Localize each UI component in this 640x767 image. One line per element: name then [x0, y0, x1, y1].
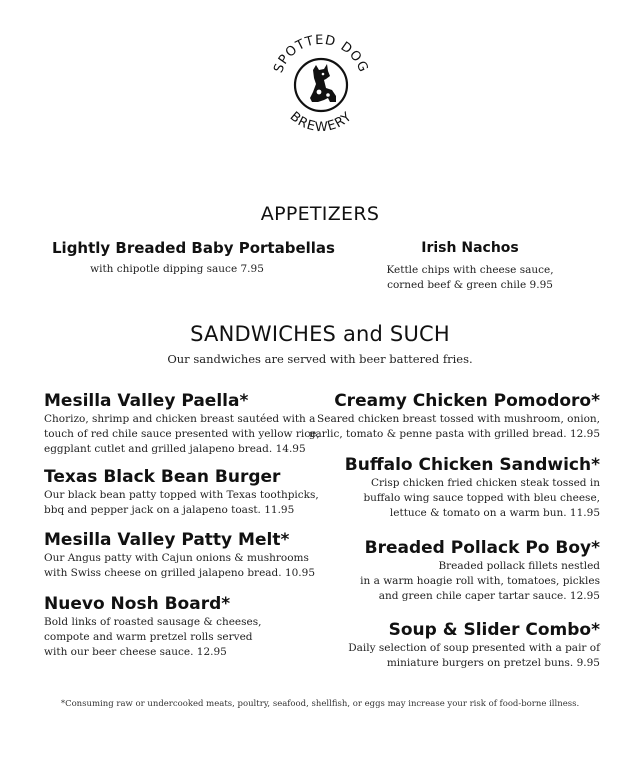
item-description: in a warm hoagie roll with, tomatoes, pickles — [360, 575, 600, 587]
appetizer-item — [52, 238, 335, 277]
sandwiches-intro: Our sandwiches are served with beer battered fries. — [167, 352, 473, 366]
item-description: Chorizo, shrimp and chicken breast sautéed with a — [44, 413, 316, 425]
item-description: Our Angus patty with Cajun onions & mushrooms — [44, 552, 309, 564]
item-title: Texas Black Bean Burger — [44, 467, 281, 487]
item-description: Daily selection of soup presented with a pair of — [348, 642, 600, 654]
item-description: lettuce & tomato on a warm bun. 11.95 — [389, 507, 600, 519]
appetizer-item — [370, 238, 570, 293]
item-description: bbq and pepper jack on a jalapeno toast. 11.95 — [44, 504, 295, 516]
menu-item — [44, 391, 320, 457]
item-description: miniature burgers on pretzel buns. 9.95 — [386, 657, 600, 669]
item-description: garlic, tomato & penne pasta with grilled bread. 12.95 — [308, 428, 600, 440]
menu-item — [44, 594, 261, 660]
menu-item — [360, 538, 600, 604]
item-title: Nuevo Nosh Board* — [44, 594, 231, 614]
menu-item — [44, 530, 315, 581]
item-description: Kettle chips with cheese sauce, — [386, 264, 554, 276]
item-title: Breaded Pollack Po Boy* — [364, 538, 600, 558]
item-description: with our beer cheese sauce. 12.95 — [44, 646, 227, 658]
item-title: Mesilla Valley Paella* — [44, 391, 249, 411]
item-description: with Swiss cheese on grilled jalapeno bread. 10.95 — [44, 567, 316, 579]
dog-icon — [266, 30, 376, 140]
item-description: Our black bean patty topped with Texas toothpicks, — [44, 489, 319, 501]
item-description: buffalo wing sauce topped with bleu cheese, — [363, 492, 600, 504]
item-description: compote and warm pretzel rolls served — [44, 631, 253, 643]
menu-item — [309, 391, 600, 442]
item-title: Mesilla Valley Patty Melt* — [44, 530, 290, 550]
appetizers-heading: APPETIZERS — [260, 203, 380, 225]
item-title: Soup & Slider Combo* — [388, 620, 600, 640]
sandwiches-heading: SANDWICHES and SUCH — [190, 322, 450, 346]
menu-item — [348, 620, 600, 671]
item-description: with chipotle dipping sauce 7.95 — [90, 263, 264, 275]
health-disclaimer: *Consuming raw or undercooked meats, poultry, seafood, shellfish, or eggs may increase your risk of food-borne illness. — [60, 699, 580, 709]
item-description: Breaded pollack fillets nestled — [438, 560, 600, 572]
item-title: Irish Nachos — [421, 240, 519, 256]
item-description: and green chile caper tartar sauce. 12.95 — [378, 590, 600, 602]
svg-text:BREWERY: BREWERY — [286, 109, 356, 136]
item-description: Crisp chicken fried chicken steak tossed in — [370, 477, 600, 489]
menu-item — [44, 467, 319, 518]
menu-item — [345, 455, 600, 521]
item-description: Seared chicken breast tossed with mushroom, onion, — [317, 413, 600, 425]
item-description: eggplant cutlet and grilled jalapeno bread. 14.95 — [44, 443, 306, 455]
svg-text:SPOTTED DOG: SPOTTED DOG — [271, 32, 371, 76]
item-description: Bold links of roasted sausage & cheeses, — [44, 616, 262, 628]
item-description: corned beef & green chile 9.95 — [387, 279, 553, 291]
item-description: touch of red chile sauce presented with yellow rice, — [44, 428, 320, 440]
item-title: Lightly Breaded Baby Portabellas — [52, 239, 335, 257]
item-title: Creamy Chicken Pomodoro* — [334, 391, 600, 411]
brewery-logo — [266, 30, 376, 140]
item-title: Buffalo Chicken Sandwich* — [344, 455, 600, 475]
